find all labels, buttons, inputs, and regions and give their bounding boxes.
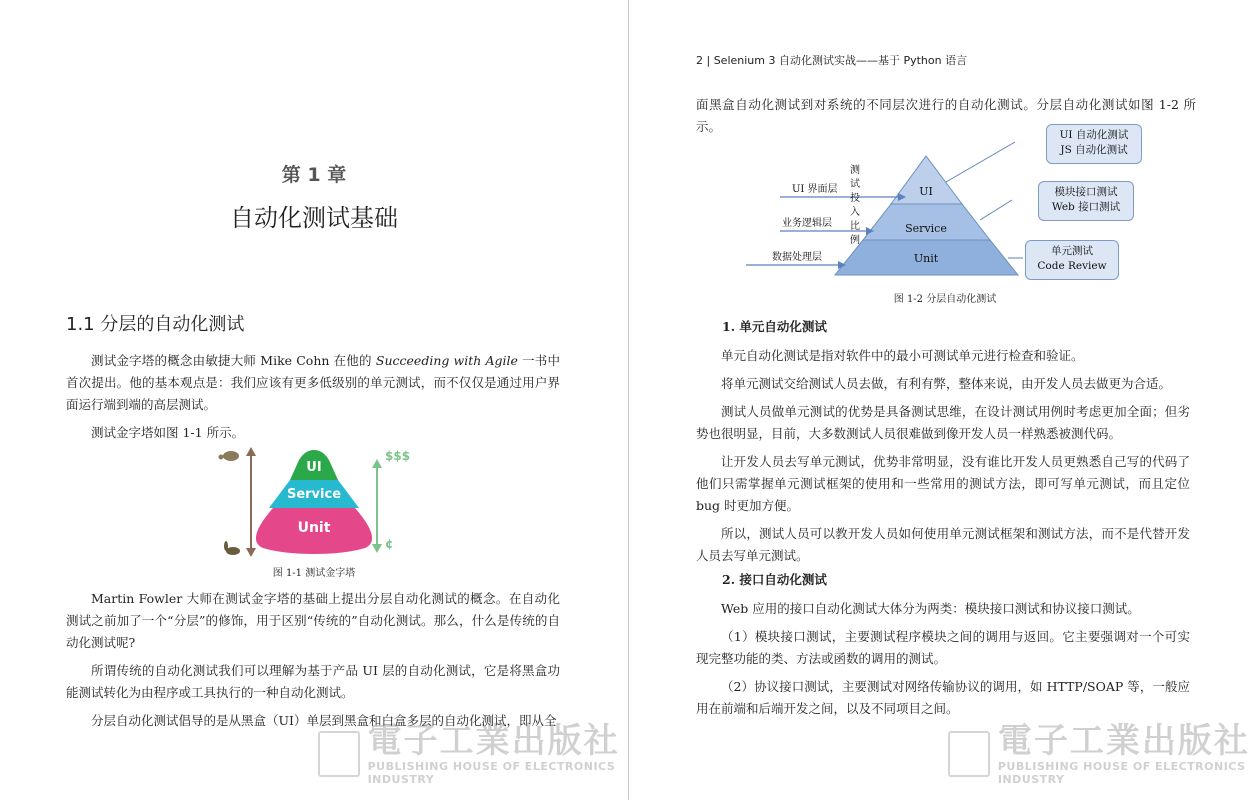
box-service-line-1: 模块接口测试 [1054,186,1118,198]
pyramid-label-unit: Unit [297,520,331,536]
body-paragraphs [66,588,560,738]
vertical-label-char: 试 [850,179,860,190]
subheading-unit-testing: 1. 单元自动化测试 [722,319,827,334]
figure-1-2-caption: 图 1-2 分层自动化测试 [893,294,997,305]
intro-paragraphs [66,350,560,450]
vertical-label-char: 例 [850,235,860,246]
pyramid-label-service: Service [286,487,342,502]
box-ui-line-1: UI 自动化测试 [1059,129,1129,141]
cost-arrow [372,459,382,553]
figure-1-1-caption: 图 1-1 测试金字塔 [272,568,356,579]
paragraph-interface-2: （1）模块接口测试，主要测试程序模块之间的调用与返回。它主要强调对一个可实现完整功能的类、方法或函数的调用的测试。 [696,629,1190,666]
paragraph-intro: 面黑盒自动化测试到对系统的不同层次进行的自动化测试。分层自动化测试如图 1-2 所示。 [696,97,1196,134]
rabbit-icon [224,541,240,555]
book-title: Succeeding with Agile [375,353,518,368]
unit-testing-paragraphs [696,345,1190,573]
paragraph-unit-1: 单元自动化测试是指对软件中的最小可测试单元进行检查和验证。 [721,348,1084,363]
box-unit-line-1: 单元测试 [1051,245,1093,257]
page-divider [628,0,629,800]
box-ui-line-2: JS 自动化测试 [1060,144,1128,156]
watermark-cn: 電子工業出版社 [367,721,620,761]
paragraph-figure-ref: 测试金字塔如图 1-1 所示。 [91,425,245,440]
cost-high-label: $$$ [385,449,411,463]
cost-low-label: ¢ [385,537,394,551]
pyramid-label-ui: UI [306,460,322,475]
fig2-label-ui: UI [919,185,933,198]
box-unit-line-2: Code Review [1037,260,1107,272]
paragraph-unit-3: 测试人员做单元测试的优势是具备测试思维，在设计测试用例时考虑更加全面；但劣势也很明显，目前，大多数测试人员很难做到像开发人员一样熟悉被测代码。 [696,404,1190,441]
paragraph-traditional: 所谓传统的自动化测试我们可以理解为基于产品 UI 层的自动化测试，它是将黑盒功能测试转化为由程序或工具执行的一种自动化测试。 [66,663,560,700]
fig2-left-unit: 数据处理层 [772,252,822,263]
turtle-icon [219,451,240,461]
section-title: 1.1 分层的自动化测试 [66,314,245,335]
fig2-box-unit [1025,240,1119,280]
paragraph-interface-3: （2）协议接口测试，主要测试对网络传输协议的调用，如 HTTP/SOAP 等，一般应用在前端和后端开发之间，以及不同项目之间。 [696,679,1190,716]
publisher-logo-icon [318,731,360,777]
right-page [630,0,1260,800]
fig2-box-service [1038,181,1134,221]
watermark-cn-right: 電子工業出版社 [997,721,1250,761]
speed-arrow [246,447,256,557]
chapter-title: 自动化测试基础 [230,204,398,232]
p1-text-b: 一书中首次提出。他的基本观点是：我们应该有更多低级别的单元测试，而不仅仅是通过用户界面运行端到端的高层测试。 [66,353,561,412]
watermark-en: PUBLISHING HOUSE OF ELECTRONICS INDUSTRY [367,760,616,786]
subheading-interface-testing: 2. 接口自动化测试 [722,572,827,587]
paragraph-unit-5: 所以，测试人员可以教开发人员如何使用单元测试框架和测试方法，而不是代替开发人员去写单元测试。 [696,526,1190,563]
publisher-logo-icon [948,731,990,777]
fig2-left-ui: UI 界面层 [792,184,838,195]
chapter-number: 第 1 章 [281,164,347,186]
vertical-label-char: 测 [850,165,860,176]
fig2-label-service: Service [905,222,947,235]
watermark-en-right: PUBLISHING HOUSE OF ELECTRONICS INDUSTRY [997,760,1246,786]
paragraph-unit-4: 让开发人员去写单元测试，优势非常明显，没有谁比开发人员更熟悉自己写的代码了他们只需掌握单元测试框架的使用和一些常用的测试方法，即可写单元测试，而且定位 bug 时更加方便。 [696,454,1190,513]
test-pyramid-figure [215,444,415,560]
box-service-line-2: Web 接口测试 [1051,201,1121,213]
publisher-watermark [318,722,628,786]
vertical-label-char: 投 [850,193,860,204]
paragraph-interface-1: Web 应用的接口自动化测试大体分为两类：模块接口测试和协议接口测试。 [721,601,1140,616]
publisher-watermark-right [948,722,1260,786]
running-head: 2 | Selenium 3 自动化测试实战——基于 Python 语言 [696,54,968,67]
left-page [0,0,628,800]
fig2-box-ui [1046,124,1142,164]
paragraph-pyramid-concept [66,350,560,416]
vertical-label-char: 比 [850,221,860,232]
paragraph-layered: 分层自动化测试倡导的是从黑盒（UI）单层到黑盒和白盒多层的自动化测试，即从全 [91,713,557,728]
p1-text-a: 测试金字塔的概念由敏捷大师 Mike Cohn 在他的 [91,353,376,368]
fig2-left-service: 业务逻辑层 [782,218,832,229]
paragraph-fowler: Martin Fowler 大师在测试金字塔的基础上提出分层自动化测试的概念。在自动化测试之前加了一个“分层”的修饰，用于区别“传统的”自动化测试。那么，什么是传统的自动化测试呢? [66,591,560,650]
fig2-label-unit: Unit [913,252,939,265]
paragraph-unit-2: 将单元测试交给测试人员去做，有利有弊，整体来说，由开发人员去做更为合适。 [721,376,1172,391]
vertical-label-char: 入 [850,207,860,218]
interface-testing-paragraphs [696,598,1190,726]
fig2-vertical-label [850,163,860,246]
